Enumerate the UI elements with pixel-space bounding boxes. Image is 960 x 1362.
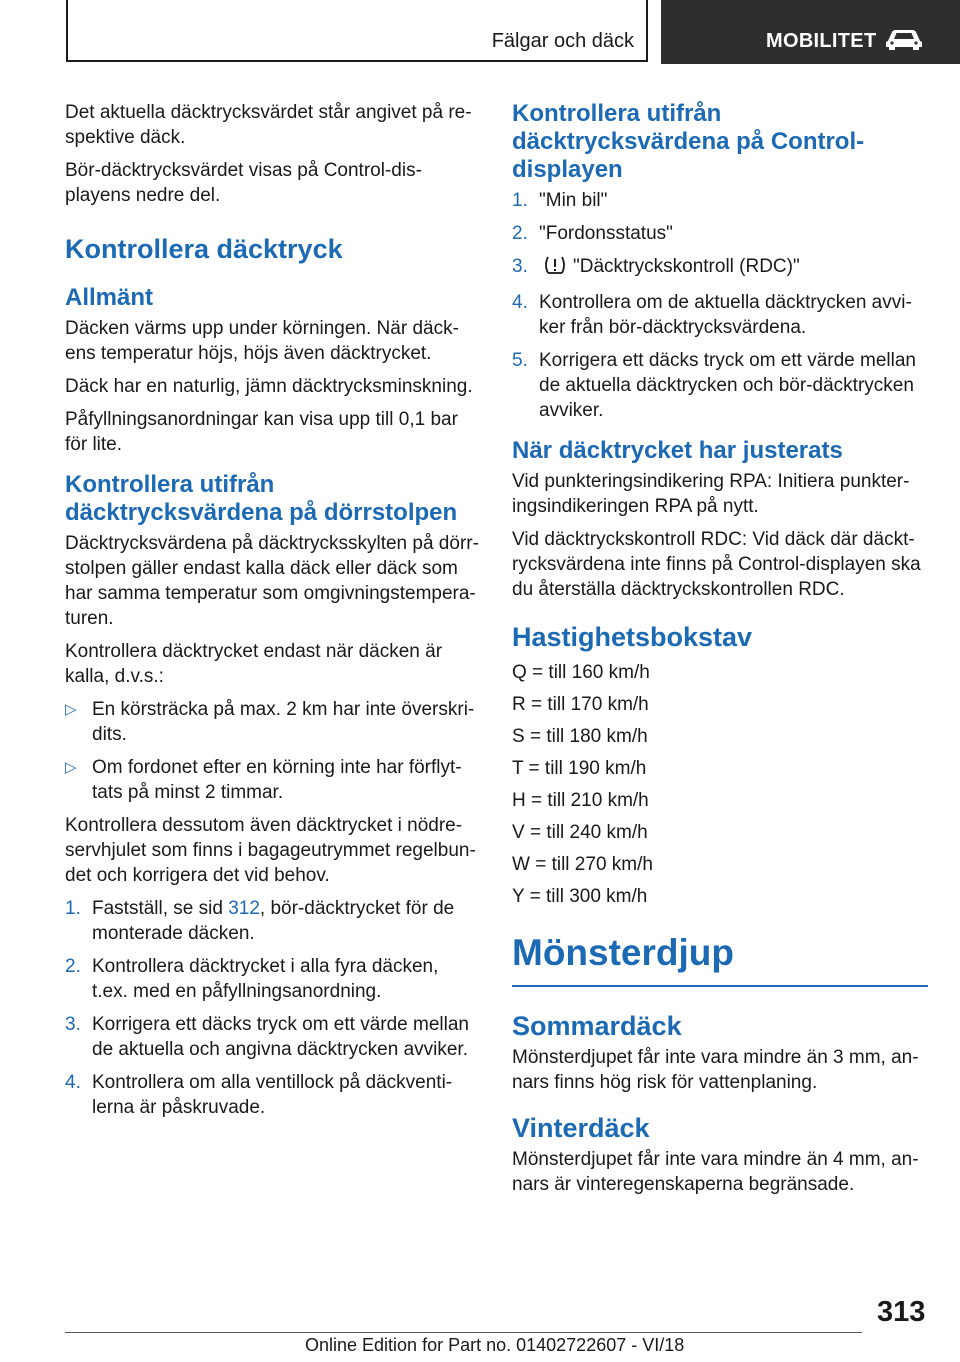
- heading-winter-tires: Vinterdäck: [512, 1113, 650, 1143]
- paragraph: Kontrollera däcktrycket endast när däcken är kalla, d.v.s.:: [65, 641, 443, 687]
- list-item: 3. "Däcktryckskontroll (RDC)": [512, 254, 928, 282]
- heading-summer-tires: Sommardäck: [512, 1011, 682, 1041]
- list-item: 1. "Min bil": [512, 190, 608, 211]
- left-column: [65, 100, 479, 1128]
- paragraph: Mönsterdjupet får inte vara mindre än 3 mm, an-nars finns hög risk för vattenplaning.: [512, 1047, 919, 1093]
- page-link[interactable]: 312: [228, 898, 260, 919]
- paragraph: Det aktuella däcktrycksvärdet står angivet på re-spektive däck.: [65, 102, 472, 148]
- list-item: 1. Fastställ, se sid 312, bör-däcktrycket för de monterade däcken.: [65, 898, 455, 944]
- list-item: 4. Kontrollera om alla ventillock på däckventi-lerna är påskruvade.: [65, 1072, 453, 1118]
- speed-rating-item: Q = till 160 km/h: [512, 662, 650, 683]
- list-item: ▷ Om fordonet efter en körning inte har förflyt-tats på minst 2 timmar.: [65, 757, 462, 803]
- list-item: 4. Kontrollera om de aktuella däcktrycken avvi-ker från bör-däcktrycksvärdena.: [512, 292, 912, 338]
- car-icon: [884, 27, 924, 51]
- speed-rating-item: T = till 190 km/h: [512, 758, 647, 779]
- section-title: Fälgar och däck: [491, 30, 634, 52]
- heading-control-display: Kontrollera utifrån däcktrycksvärdena på Control-displayen: [512, 100, 865, 183]
- heading-speed-rating: Hastighetsbokstav: [512, 622, 753, 652]
- list-item: 5. Korrigera ett däcks tryck om ett värde mellan de aktuella däcktrycken och bör-däcktrycken avviker.: [512, 350, 916, 421]
- paragraph: Påfyllningsanordningar kan visa upp till 0,1 bar för lite.: [65, 409, 458, 455]
- steps-list: [65, 896, 479, 1120]
- paragraph: Däck har en naturlig, jämn däcktrycksminskning.: [65, 376, 473, 397]
- speed-rating-item: Y = till 300 km/h: [512, 886, 648, 907]
- paragraph: Vid punkteringsindikering RPA: Initiera punkter-ingsindikeringen RPA på nytt.: [512, 471, 910, 517]
- speed-rating-item: S = till 180 km/h: [512, 726, 648, 747]
- heading-after-adjustment: När däcktrycket har justerats: [512, 437, 843, 464]
- heading-check-tire-pressure: Kontrollera däcktryck: [65, 234, 343, 264]
- list-item: 2. Kontrollera däcktrycket i alla fyra däcken, t.ex. med en påfyllningsanordning.: [65, 956, 439, 1002]
- triangle-bullet-icon: ▷: [65, 759, 77, 776]
- bullet-list: [65, 697, 479, 805]
- paragraph: Bör-däcktrycksvärdet visas på Control-dis-playens nedre del.: [65, 160, 422, 206]
- paragraph: Däcktrycksvärdena på däcktrycksskylten på dörr-stolpen gäller endast kalla däck eller däck som har samma temperatur som omgivningstempera-turen.: [65, 533, 479, 629]
- speed-rating-list: [512, 660, 928, 909]
- speed-rating-item: R = till 170 km/h: [512, 694, 649, 715]
- speed-rating-item: H = till 210 km/h: [512, 790, 649, 811]
- heading-general: Allmänt: [65, 284, 154, 311]
- triangle-bullet-icon: ▷: [65, 701, 77, 718]
- paragraph: Däcken värms upp under körningen. När däck-ens temperatur höjs, höjs även däcktrycket.: [65, 318, 459, 364]
- header-section-tab: [66, 0, 648, 62]
- steps-list: [512, 188, 928, 423]
- heading-door-pillar: Kontrollera utifrån däcktrycksvärdena på dörrstolpen: [65, 471, 458, 526]
- header-chapter-tab: [661, 0, 960, 64]
- list-item: 3. Korrigera ett däcks tryck om ett värde mellan de aktuella och angivna däcktrycken avviker.: [65, 1014, 469, 1060]
- tire-pressure-warning-icon: [543, 255, 567, 282]
- right-column: [512, 100, 928, 1205]
- heading-tread-depth: Mönsterdjup: [512, 931, 928, 987]
- paragraph: Vid däcktryckskontroll RDC: Vid däck där däckt-rycksvärdena inte finns på Control-displayen ska du återställa däcktryckskontrollen RDC.: [512, 529, 921, 600]
- footer-divider: [65, 1332, 862, 1333]
- paragraph: Mönsterdjupet får inte vara mindre än 4 mm, an-nars är vinteregenskaperna begränsade.: [512, 1149, 919, 1195]
- page-number: 313: [877, 1296, 926, 1328]
- speed-rating-item: V = till 240 km/h: [512, 822, 648, 843]
- speed-rating-item: W = till 270 km/h: [512, 854, 653, 875]
- paragraph: Kontrollera dessutom även däcktrycket i nödre-servhjulet som finns i bagageutrymmet regelbun-det och korrigera det vid behov.: [65, 815, 476, 886]
- chapter-title: MOBILITET: [766, 30, 877, 52]
- list-item: ▷ En körsträcka på max. 2 km har inte överskri-dits.: [65, 699, 475, 745]
- list-item: 2. "Fordonsstatus": [512, 223, 673, 244]
- footer-edition: Online Edition for Part no. 01402722607 - VI/18: [305, 1335, 685, 1355]
